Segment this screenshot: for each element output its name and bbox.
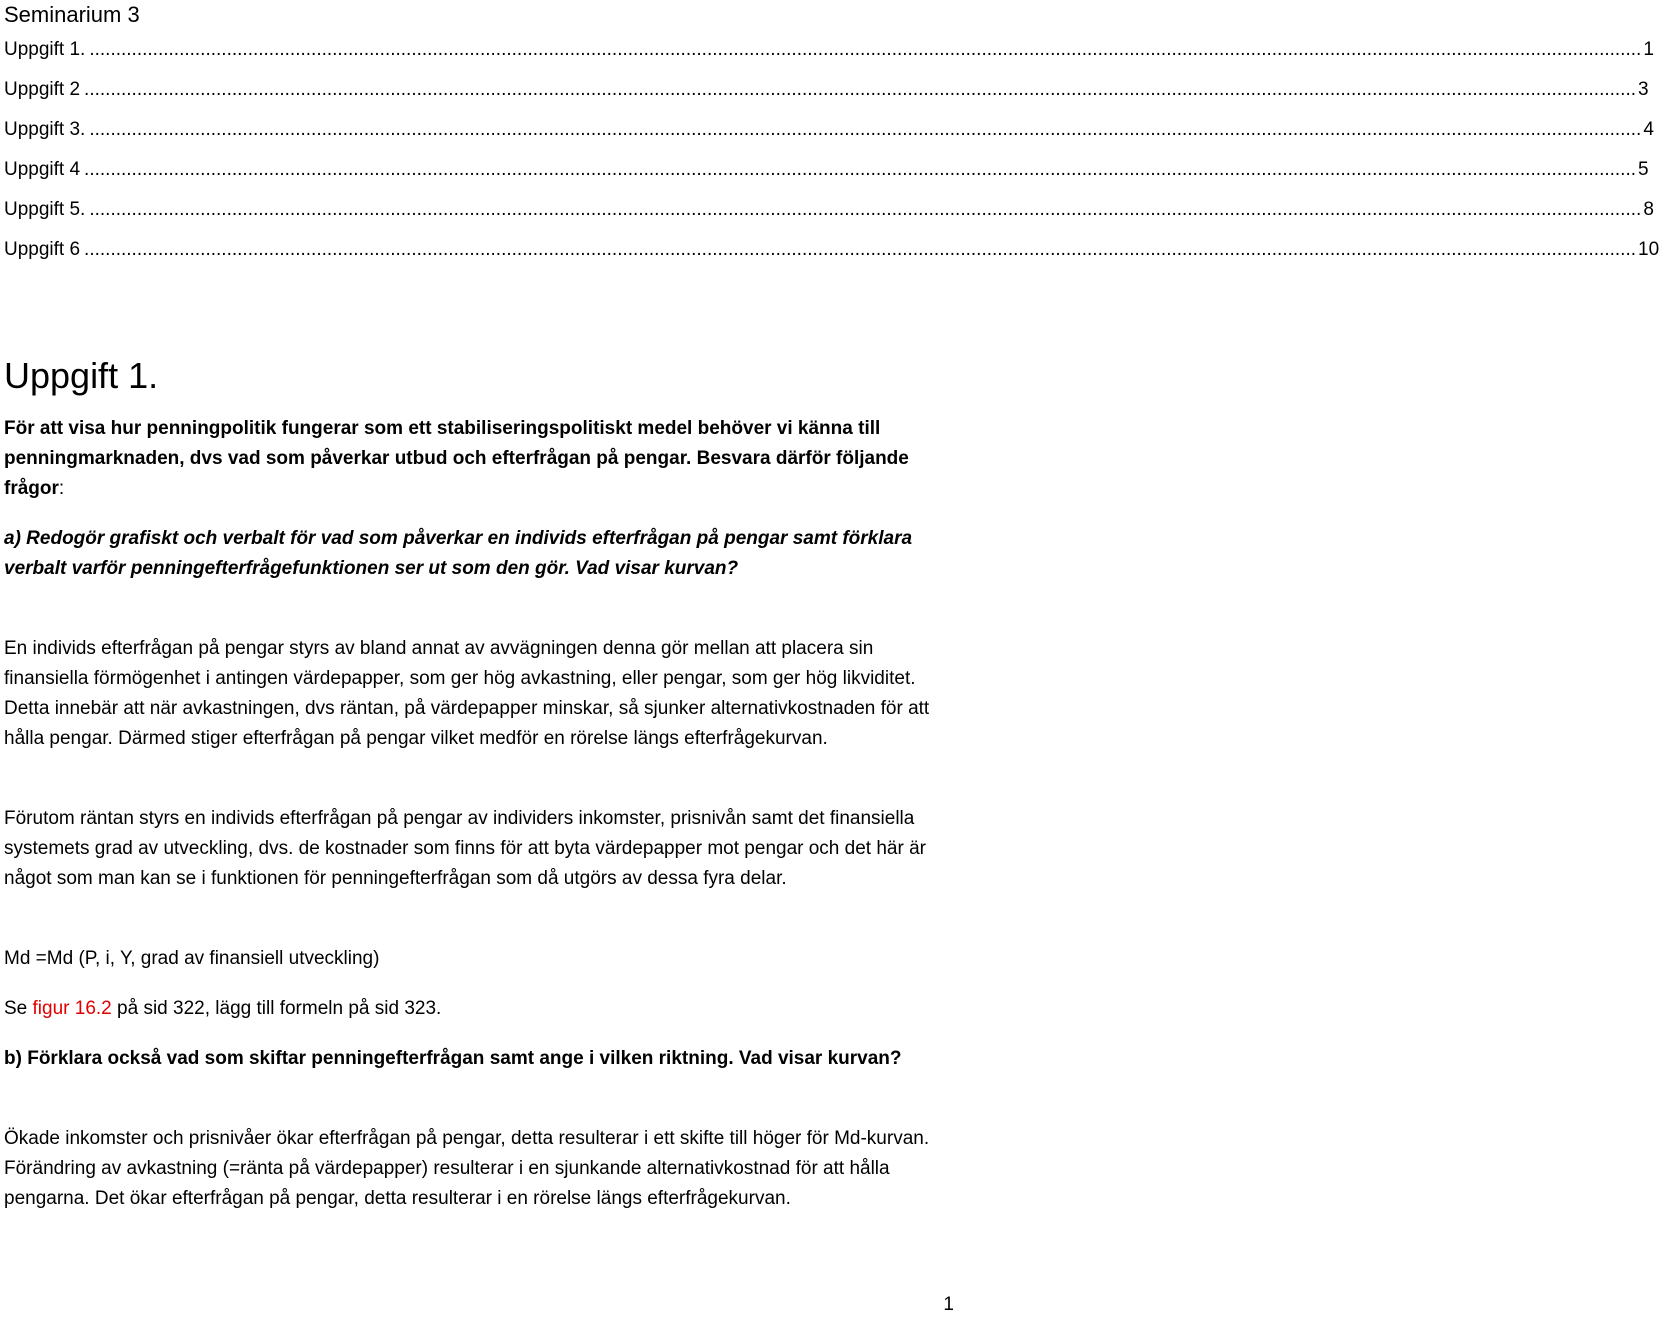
toc-entry-page: 4 — [1643, 119, 1654, 140]
toc-leader-dots — [84, 157, 1636, 183]
toc-entry-label: Uppgift 3. — [4, 119, 86, 140]
intro-text: För att visa hur penningpolitik fungerar som ett stabiliseringspolitiskt medel behöver vi känna till penningmarknaden, dvs vad som påverkar utbud och efterfrågan på pengar. Besvara därför följande frågor — [4, 418, 909, 499]
toc-entry[interactable] — [4, 37, 1654, 77]
figure-link[interactable]: figur 16.2 — [32, 998, 112, 1019]
toc-entry[interactable] — [4, 237, 1659, 277]
question-a: a) Redogör grafiskt och verbalt för vad som påverkar en individs efterfrågan på pengar samt förklara verbalt varför penningefterfrågefunktionen ser ut som den gör. Vad visar kurvan? — [4, 528, 913, 579]
toc-leader-dots — [89, 117, 1641, 143]
toc-entry-page: 3 — [1638, 79, 1649, 100]
toc-entry[interactable] — [4, 197, 1654, 237]
toc-leader-dots — [84, 77, 1636, 103]
answer-a-paragraph-2: Förutom räntan styrs en individs efterfrågan på pengar av individers inkomster, prisnivån samt det finansiella systemets grad av utveckling, dvs. de kostnader som finns för att byta värdepapper mot pengar och det här är något som man kan se i funktionen för penningefterfrågan som då utgörs av dessa fyra delar. — [4, 808, 926, 889]
toc-entry-label: Uppgift 6 — [4, 239, 81, 260]
toc-entry-label: Uppgift 2 — [4, 79, 81, 100]
toc-leader-dots — [89, 37, 1641, 63]
question-b: b) Förklara också vad som skiftar penningefterfrågan samt ange i vilken riktning. Vad visar kurvan? — [4, 1048, 902, 1069]
toc-entry-label: Uppgift 4 — [4, 159, 81, 180]
toc-entry-page: 10 — [1638, 239, 1659, 260]
toc-entry-label: Uppgift 5. — [4, 199, 86, 220]
answer-a-paragraph: En individs efterfrågan på pengar styrs av bland annat av avvägningen denna gör mellan att placera sin finansiella förmögenhet i antingen värdepapper, som ger hög avkastning, eller pengar, som ger hög likviditet. Detta innebär att när avkastningen, dvs räntan, på värdepapper minskar, så sjunker alternativkostnaden för att hålla pengar. Därmed stiger efterfrågan på pengar vilket medför en rörelse längs efterfrågekurvan. — [4, 638, 930, 749]
figure-reference-suffix: på sid 322, lägg till formeln på sid 323. — [111, 998, 442, 1019]
toc-entry-page: 5 — [1638, 159, 1649, 180]
section-heading: Uppgift 1. — [4, 355, 159, 396]
toc-leader-dots — [89, 197, 1641, 223]
toc-entry-page: 8 — [1643, 199, 1654, 220]
figure-reference — [4, 994, 956, 1024]
intro-colon: : — [58, 478, 65, 499]
toc-entry-label: Uppgift 1. — [4, 39, 86, 60]
toc-entry[interactable] — [4, 117, 1654, 157]
formula: Md =Md (P, i, Y, grad av finansiell utveckling) — [4, 948, 380, 969]
toc-entry[interactable] — [4, 157, 1649, 197]
intro-paragraph — [4, 414, 956, 504]
toc-entry-page: 1 — [1643, 39, 1654, 60]
answer-b-paragraph: Ökade inkomster och prisnivåer ökar efterfrågan på pengar, detta resulterar i ett skifte till höger för Md-kurvan. Förändring av avkastning (=ränta på värdepapper) resulterar i en sjunkande alternativkostnad för att hålla pengarna. Det ökar efterfrågan på pengar, detta resulterar i en rörelse längs efterfrågekurvan. — [4, 1128, 930, 1209]
document-title: Seminarium 3 — [4, 2, 140, 27]
figure-reference-prefix: Se — [4, 998, 33, 1019]
toc-leader-dots — [84, 237, 1636, 263]
page-number: 1 — [943, 1294, 954, 1315]
toc-entry[interactable] — [4, 77, 1649, 117]
table-of-contents — [4, 37, 1659, 277]
